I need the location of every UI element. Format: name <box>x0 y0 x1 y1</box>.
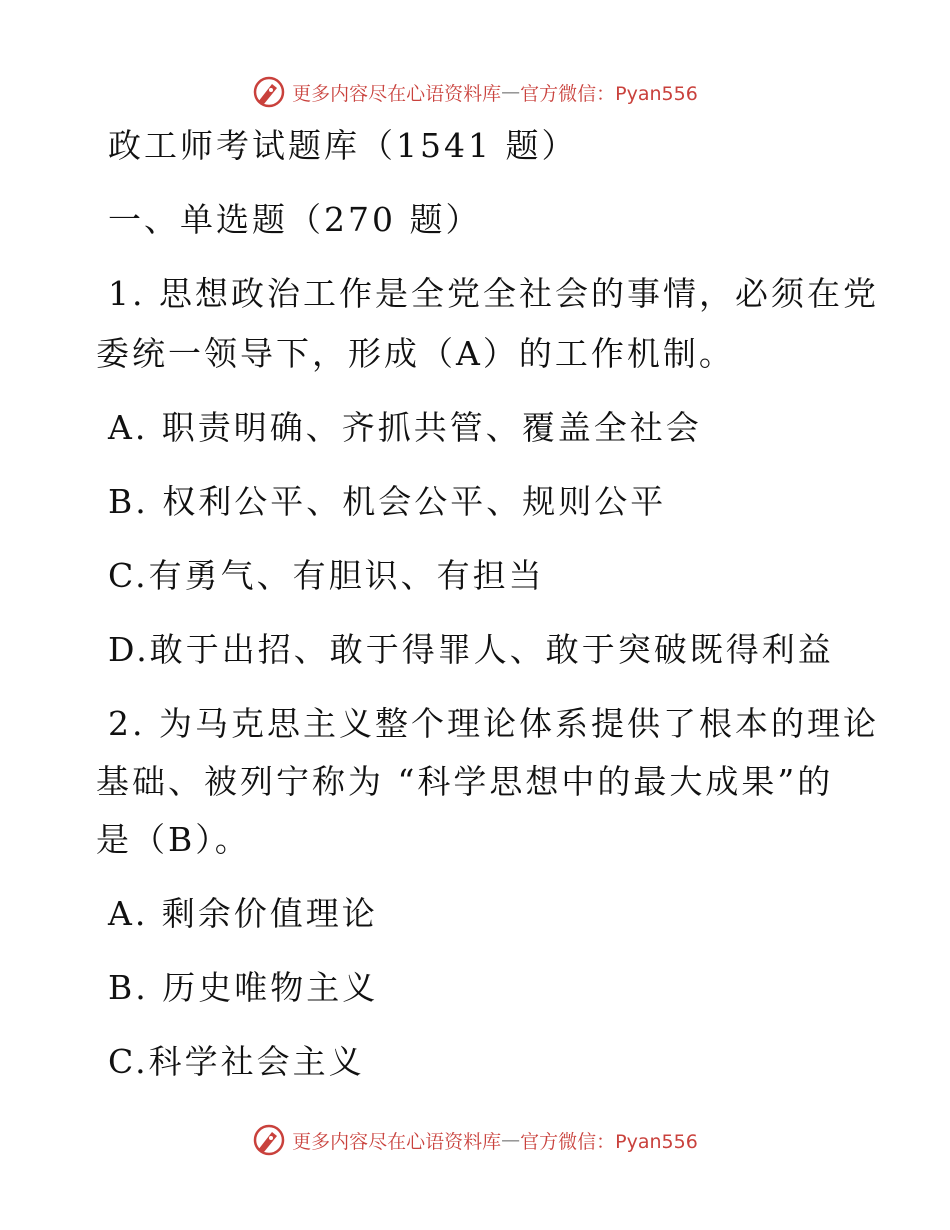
watermark-separator: — <box>501 81 521 103</box>
footer-watermark <box>0 1120 950 1160</box>
pen-nib-circle-icon <box>252 75 286 109</box>
watermark-main-text: 更多内容尽在心语资料库 <box>292 82 502 105</box>
question-1-option-d: D.敢于出招、敢于得罪人、敢于突破既得利益 <box>108 630 834 669</box>
document-title: 政工师考试题库（1541 题） <box>108 126 578 165</box>
question-1-line-2: 委统一领导下，形成（A）的工作机制。 <box>96 334 735 373</box>
watermark-contact: 官方微信：Pyan556 <box>520 1130 698 1153</box>
watermark-contact: 官方微信：Pyan556 <box>520 82 698 105</box>
question-2-line-3: 是（B）。 <box>96 820 251 859</box>
header-watermark <box>0 72 950 112</box>
watermark-separator: — <box>501 1129 521 1151</box>
question-2-line-2: 基础、被列宁称为 “科学思想中的最大成果”的 <box>96 762 834 801</box>
question-2-option-b: B. 历史唯物主义 <box>108 968 379 1007</box>
question-1-option-a: A. 职责明确、齐抓共管、覆盖全社会 <box>108 408 702 447</box>
watermark-main-text: 更多内容尽在心语资料库 <box>292 1130 502 1153</box>
question-2-option-c: C.科学社会主义 <box>108 1042 365 1081</box>
section-heading: 一、单选题（270 题） <box>108 200 482 239</box>
question-1-option-c: C.有勇气、有胆识、有担当 <box>108 556 545 595</box>
question-2-line-1: 2. 为马克思主义整个理论体系提供了根本的理论 <box>108 704 879 743</box>
question-1-line-1: 1. 思想政治工作是全党全社会的事情，必须在党 <box>108 274 879 313</box>
question-2-option-a: A. 剩余价值理论 <box>108 894 378 933</box>
question-1-option-b: B. 权利公平、机会公平、规则公平 <box>108 482 667 521</box>
pen-nib-circle-icon <box>252 1123 286 1157</box>
